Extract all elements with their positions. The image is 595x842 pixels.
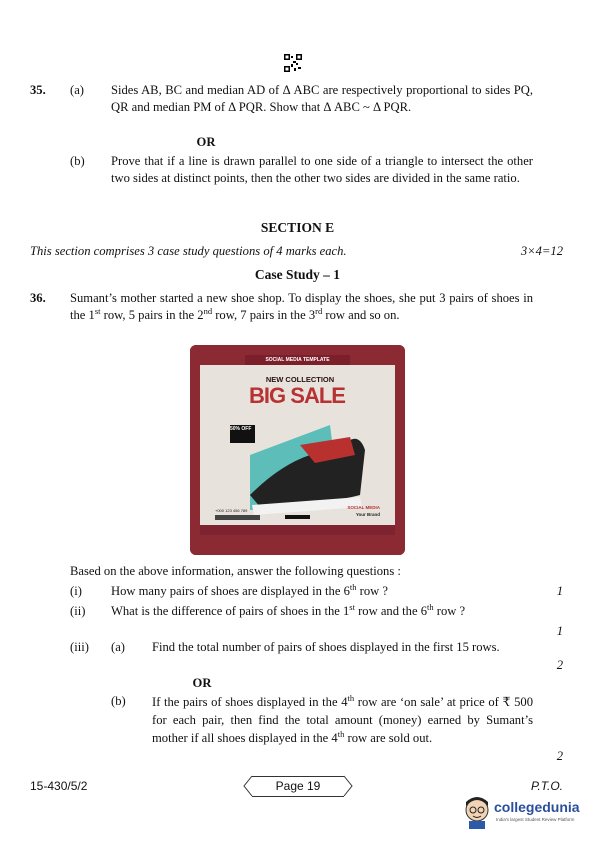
qi-text: How many pairs of shoes are displayed in the 6th row ? [111,581,388,598]
q36-text: Sumant’s mother started a new shoe shop. To display the shoes, she put 3 pairs of shoes in the 1st row, 5 pairs in the 2nd row, 7 pairs in the 3rd row and so on. [70,291,533,322]
q35-b-label: (b) [70,154,85,168]
q35-a-label: (a) [70,83,84,97]
questions-intro: Based on the above information, answer the following questions : [70,564,401,578]
mascot-icon [462,796,492,830]
poster-brand: Your Brand [355,512,380,517]
paper-code: 15-430/5/2 [30,779,88,793]
qi-mark: 1 [556,584,563,598]
qiii-b-label: (b) [111,694,126,708]
qiii-or: OR [192,676,212,690]
collegedunia-logo [462,796,592,832]
qiii-label: (iii) [70,640,89,654]
qii-mark: 1 [556,624,563,638]
brand-name: collegedunia [494,799,580,815]
section-marks: 3×4=12 [520,244,563,258]
poster-new-collection: NEW COLLECTION [265,375,335,384]
section-description: This section comprises 3 case study questions of 4 marks each. [30,244,347,258]
page-indicator [243,775,353,797]
poster-social: SOCIAL MEDIA [347,505,380,510]
section-title: SECTION E [260,220,335,235]
question-35-number: 35. [30,83,46,97]
page-number: Page 19 [252,776,344,797]
q35-b-text: Prove that if a line is drawn parallel to one side of a triangle to intersect the other two sides at distinct points, then the other two sides are divided in the same ratio. [111,154,533,185]
qr-code-icon [284,54,302,72]
poster-banner: SOCIAL MEDIA TEMPLATE [245,355,350,365]
poster-phone: +000 123 456 789 [215,508,248,513]
brand-tagline: India's largest Student Review Platform [496,817,575,822]
poster-big-sale: BIG SALE [249,383,345,408]
shoe-sale-poster-image [190,345,405,555]
question-36-number: 36. [30,291,46,305]
qiii-a-label: (a) [111,640,125,654]
q35-or: OR [196,135,216,149]
poster-discount: 50% OFF [230,426,252,432]
pto: P.T.O. [530,779,563,793]
qiii-b-mark: 2 [556,749,563,763]
qi-label: (i) [70,584,82,598]
qii-text: What is the difference of pairs of shoes in the 1st row and the 6th row ? [111,601,466,618]
qiii-b-text: If the pairs of shoes displayed in the 4th row are ‘on sale’ at price of ₹ 500 for each pair, then find the total amount (money) earned by Sumant’s mother if all shoes displayed in the 4th row are sold out. [152,692,533,745]
case-study-title: Case Study – 1 [254,267,341,282]
q35-a-text: Sides AB, BC and median AD of Δ ABC are respectively proportional to sides PQ, QR and median PM of Δ PQR. Show that Δ ABC ~ Δ PQR. [111,83,533,114]
qiii-a-text: Find the total number of pairs of shoes displayed in the first 15 rows. [152,640,500,654]
page-arrow-right-icon [343,775,353,797]
qii-label: (ii) [70,604,86,618]
qiii-a-mark: 2 [556,658,563,672]
